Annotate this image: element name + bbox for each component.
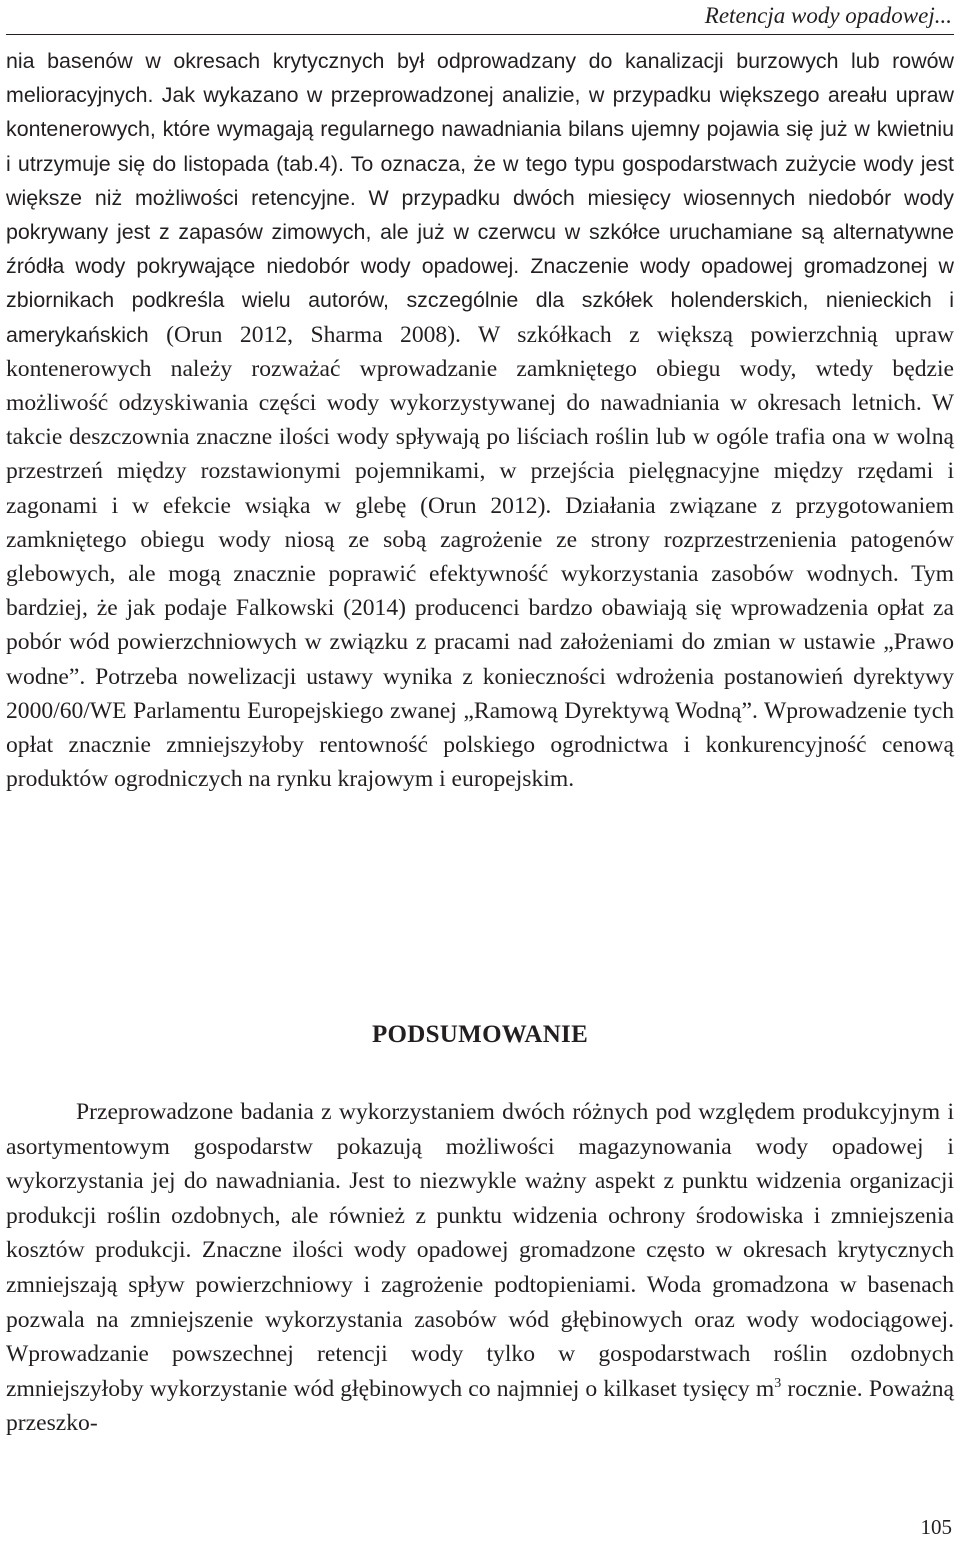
paragraph-1-serif-text: (Orun 2012, Sharma 2008). W szkółkach z większą powierzchnią upraw kontenerowych należy rozważać wprowadzanie zamkniętego obiegu wody, wtedy będzie możliwość odzyskiwania części wody wykorzystywanej do nawadniania w okresach letnich. W takcie deszczownia znaczne ilości wody spływają po liściach roślin lub w ogóle trafia ona w wolną przestrzeń między rozstawionymi pojemnikami, w przejścia pielęgnacyjne między rzędami i zagonami i w efekcie wsiąka w glebę (Orun 2012). Działania związane z przygotowaniem zamkniętego obiegu wody niosą ze sobą zagrożenie ze strony rozprzestrzenienia patogenów glebowych, ale mogą znacznie poprawić efektywność wykorzystania zasobów wodnych. Tym bardziej, że jak podaje Falkowski (2014) producenci bardzo obawiają się wprowadzenia opłat za pobór wód powierzchniowych w związku z pracami nad założeniami do zmian w ustawie „Prawo wodne”. Potrzeba nowelizacji ustawy wynika z konieczności wdrożenia postanowień dyrektywy 2000/60/WE Parlamentu Europejskiego zwanej „Ramową Dyrektywą Wodną”. Wprowadzenie tych opłat znacznie zmniejszyłoby rentowność polskiego ogrodnictwa i konkurencyjność cenową produktów ogrodniczych na rynku krajowym i europejskim. [6, 321, 954, 793]
paragraph-2-text-end: rocznie. Poważną przeszko- [6, 1375, 955, 1437]
superscript-exponent: 3 [774, 1375, 782, 1391]
body-paragraph-2 [6, 1095, 954, 1441]
paragraph-1-sans-text: nia basenów w okresach krytycznych był odprowadzany do kanalizacji burzowych lub rowów melioracyjnych. Jak wykazano w przeprowadzonej analizie, w przypadku większego areału upraw kontenerowych, które wymagają regularnego nawadniania bilans ujemny pojawia się już w kwietniu i utrzymuje się do listopada (tab.4). To oznacza, że w tego typu gospodarstwach zużycie wody jest większe niż możliwości retencyjne. W przypadku dwóch miesięcy wiosennych niedobór wody pokrywany jest z zapasów zimowych, ale już w czerwcu w szkółce uruchamiane są alternatywne źródła wody pokrywające niedobór wody opadowej. Znaczenie wody opadowej gromadzonej w zbiornikach podkreśla wielu autorów, szczególnie dla szkółek holenderskich, nienieckich i amerykańskich [6, 49, 954, 347]
paragraph-2-text: Przeprowadzone badania z wykorzystaniem dwóch różnych pod względem produkcyjnym i asortymentowym gospodarstw pokazują możliwości magazynowania wody opadowej i wykorzystania jej do nawadniania. Jest to niezwykle ważny aspekt z punktu widzenia organizacji produkcji roślin ozdobnych, ale również z punktu widzenia ochrony środowiska i zmniejszenia kosztów produkcji. Znaczne ilości wody opadowej gromadzone często w okresach krytycznych zmniejszają spływ powierzchniowy i zagrożenie podtopieniami. Woda gromadzona w basenach pozwala na zmniejszenie wykorzystania zasobów wód głębinowych oraz wody wodociągowej. Wprowadzanie powszechnej retencji wody tylko w gospodarstwach roślin ozdobnych zmniejszyłoby wykorzystanie wód głębinowych co najmniej o kilkaset tysięcy m [6, 1099, 954, 1402]
section-heading-summary: PODSUMOWANIE [371, 1021, 589, 1048]
header-rule [6, 34, 954, 35]
body-paragraph-1 [6, 44, 954, 796]
running-header-title: Retencja wody opadowej... [704, 3, 952, 28]
page-number: 105 [920, 1515, 952, 1539]
